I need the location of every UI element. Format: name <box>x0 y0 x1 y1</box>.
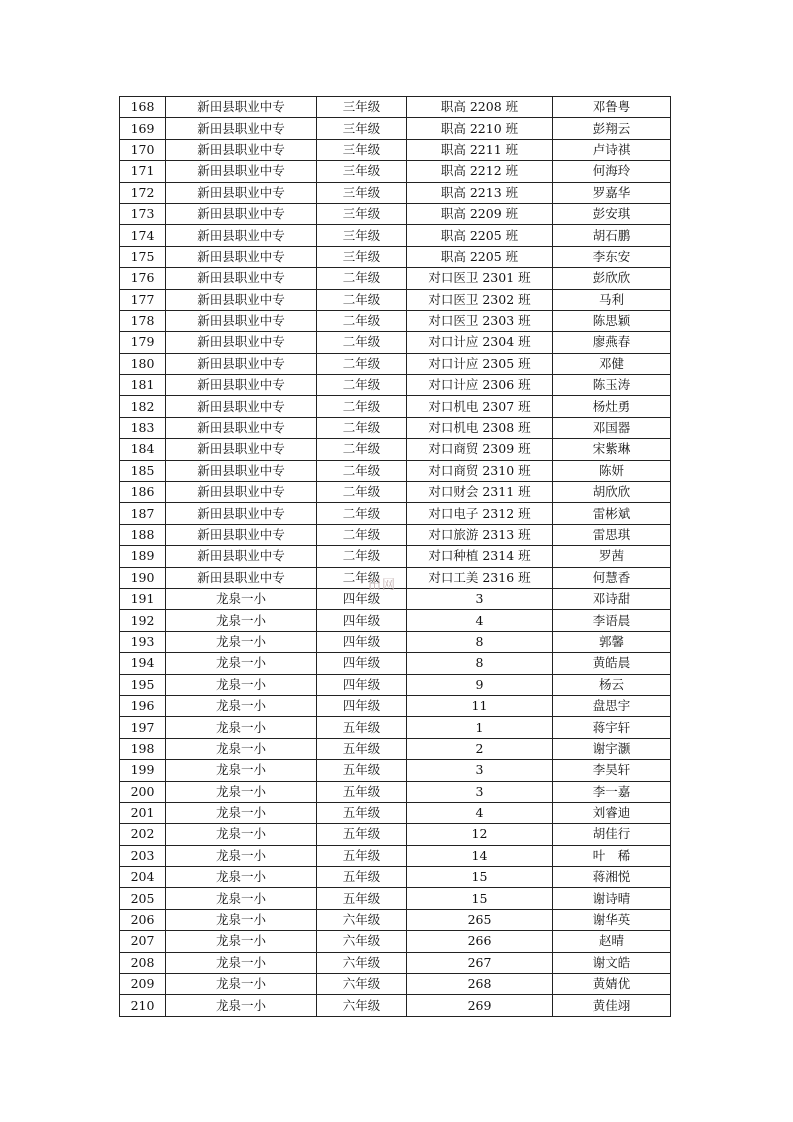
school-name-cell: 龙泉一小 <box>166 931 317 952</box>
grade-cell: 六年级 <box>317 909 407 930</box>
student-name-cell: 何慧香 <box>553 567 671 588</box>
grade-cell: 四年级 <box>317 674 407 695</box>
row-number-cell: 193 <box>120 631 166 652</box>
student-name-cell: 胡石鹏 <box>553 225 671 246</box>
row-number-cell: 181 <box>120 375 166 396</box>
table-row <box>120 909 671 930</box>
table-row <box>120 546 671 567</box>
grade-cell: 三年级 <box>317 246 407 267</box>
grade-cell: 三年级 <box>317 118 407 139</box>
row-number-cell: 175 <box>120 246 166 267</box>
grade-cell: 二年级 <box>317 482 407 503</box>
student-name-cell: 李语晨 <box>553 610 671 631</box>
table-row <box>120 268 671 289</box>
table-row <box>120 332 671 353</box>
row-number-cell: 172 <box>120 182 166 203</box>
table-row <box>120 695 671 716</box>
table-row <box>120 867 671 888</box>
student-name-cell: 雷思琪 <box>553 524 671 545</box>
table-row <box>120 97 671 118</box>
school-name-cell: 龙泉一小 <box>166 995 317 1016</box>
student-name-cell: 邓国器 <box>553 417 671 438</box>
grade-cell: 五年级 <box>317 760 407 781</box>
grade-cell: 二年级 <box>317 396 407 417</box>
class-name-cell: 对口种植 2314 班 <box>407 546 553 567</box>
school-name-cell: 龙泉一小 <box>166 610 317 631</box>
row-number-cell: 177 <box>120 289 166 310</box>
class-name-cell: 3 <box>407 760 553 781</box>
school-name-cell: 龙泉一小 <box>166 845 317 866</box>
school-name-cell: 龙泉一小 <box>166 909 317 930</box>
row-number-cell: 200 <box>120 781 166 802</box>
school-name-cell: 龙泉一小 <box>166 695 317 716</box>
grade-cell: 六年级 <box>317 995 407 1016</box>
row-number-cell: 187 <box>120 503 166 524</box>
grade-cell: 二年级 <box>317 353 407 374</box>
grade-cell: 五年级 <box>317 824 407 845</box>
grade-cell: 五年级 <box>317 845 407 866</box>
class-name-cell: 对口旅游 2313 班 <box>407 524 553 545</box>
school-name-cell: 新田县职业中专 <box>166 332 317 353</box>
grade-cell: 二年级 <box>317 268 407 289</box>
school-name-cell: 龙泉一小 <box>166 760 317 781</box>
student-name-cell: 彭欣欣 <box>553 268 671 289</box>
student-name-cell: 彭安琪 <box>553 203 671 224</box>
row-number-cell: 173 <box>120 203 166 224</box>
grade-cell: 三年级 <box>317 225 407 246</box>
student-name-cell: 盘思宇 <box>553 695 671 716</box>
student-name-cell: 邓健 <box>553 353 671 374</box>
table-row <box>120 995 671 1016</box>
row-number-cell: 171 <box>120 161 166 182</box>
row-number-cell: 202 <box>120 824 166 845</box>
watermark: 田网 <box>368 578 397 593</box>
school-name-cell: 新田县职业中专 <box>166 396 317 417</box>
row-number-cell: 189 <box>120 546 166 567</box>
grade-cell: 二年级 <box>317 503 407 524</box>
school-name-cell: 新田县职业中专 <box>166 546 317 567</box>
row-number-cell: 185 <box>120 460 166 481</box>
school-name-cell: 龙泉一小 <box>166 824 317 845</box>
table-row <box>120 460 671 481</box>
row-number-cell: 179 <box>120 332 166 353</box>
row-number-cell: 206 <box>120 909 166 930</box>
grade-cell: 二年级 <box>317 460 407 481</box>
student-name-cell: 陈思颖 <box>553 310 671 331</box>
class-name-cell: 对口机电 2307 班 <box>407 396 553 417</box>
student-name-cell: 邓鲁粤 <box>553 97 671 118</box>
class-name-cell: 11 <box>407 695 553 716</box>
table-row <box>120 802 671 823</box>
class-name-cell: 对口财会 2311 班 <box>407 482 553 503</box>
school-name-cell: 新田县职业中专 <box>166 310 317 331</box>
row-number-cell: 199 <box>120 760 166 781</box>
class-name-cell: 对口商贸 2310 班 <box>407 460 553 481</box>
class-name-cell: 8 <box>407 653 553 674</box>
table-row <box>120 503 671 524</box>
table-row <box>120 118 671 139</box>
class-name-cell: 对口商贸 2309 班 <box>407 439 553 460</box>
table-row <box>120 674 671 695</box>
class-name-cell: 12 <box>407 824 553 845</box>
table-row <box>120 567 671 588</box>
row-number-cell: 191 <box>120 588 166 609</box>
roster-table-body <box>120 97 671 1017</box>
school-name-cell: 新田县职业中专 <box>166 203 317 224</box>
student-name-cell: 杨灶勇 <box>553 396 671 417</box>
row-number-cell: 174 <box>120 225 166 246</box>
class-name-cell: 8 <box>407 631 553 652</box>
school-name-cell: 新田县职业中专 <box>166 182 317 203</box>
row-number-cell: 194 <box>120 653 166 674</box>
table-row <box>120 760 671 781</box>
grade-cell: 三年级 <box>317 139 407 160</box>
student-name-cell: 谢华英 <box>553 909 671 930</box>
student-name-cell: 何海玲 <box>553 161 671 182</box>
table-row <box>120 482 671 503</box>
grade-cell: 四年级 <box>317 631 407 652</box>
school-name-cell: 龙泉一小 <box>166 631 317 652</box>
class-name-cell: 职高 2213 班 <box>407 182 553 203</box>
class-name-cell: 对口计应 2304 班 <box>407 332 553 353</box>
row-number-cell: 176 <box>120 268 166 289</box>
school-name-cell: 新田县职业中专 <box>166 417 317 438</box>
school-name-cell: 新田县职业中专 <box>166 439 317 460</box>
row-number-cell: 197 <box>120 717 166 738</box>
table-row <box>120 439 671 460</box>
row-number-cell: 210 <box>120 995 166 1016</box>
class-name-cell: 268 <box>407 974 553 995</box>
row-number-cell: 182 <box>120 396 166 417</box>
class-name-cell: 4 <box>407 610 553 631</box>
grade-cell: 二年级 <box>317 567 407 588</box>
table-row <box>120 182 671 203</box>
student-name-cell: 罗嘉华 <box>553 182 671 203</box>
student-name-cell: 彭翔云 <box>553 118 671 139</box>
class-name-cell: 对口医卫 2301 班 <box>407 268 553 289</box>
school-name-cell: 龙泉一小 <box>166 738 317 759</box>
table-row <box>120 845 671 866</box>
class-name-cell: 职高 2209 班 <box>407 203 553 224</box>
grade-cell: 二年级 <box>317 439 407 460</box>
row-number-cell: 209 <box>120 974 166 995</box>
row-number-cell: 183 <box>120 417 166 438</box>
school-name-cell: 新田县职业中专 <box>166 353 317 374</box>
table-row <box>120 931 671 952</box>
student-name-cell: 陈妍 <box>553 460 671 481</box>
class-name-cell: 对口计应 2305 班 <box>407 353 553 374</box>
school-name-cell: 新田县职业中专 <box>166 268 317 289</box>
row-number-cell: 192 <box>120 610 166 631</box>
grade-cell: 五年级 <box>317 717 407 738</box>
school-name-cell: 新田县职业中专 <box>166 482 317 503</box>
class-name-cell: 15 <box>407 888 553 909</box>
student-name-cell: 雷彬斌 <box>553 503 671 524</box>
school-name-cell: 新田县职业中专 <box>166 225 317 246</box>
class-name-cell: 269 <box>407 995 553 1016</box>
row-number-cell: 169 <box>120 118 166 139</box>
grade-cell: 二年级 <box>317 524 407 545</box>
class-name-cell: 267 <box>407 952 553 973</box>
table-row <box>120 610 671 631</box>
grade-cell: 三年级 <box>317 182 407 203</box>
class-name-cell: 15 <box>407 867 553 888</box>
roster-table <box>119 96 671 1017</box>
class-name-cell: 对口工美 2316 班 <box>407 567 553 588</box>
school-name-cell: 新田县职业中专 <box>166 289 317 310</box>
class-name-cell: 3 <box>407 588 553 609</box>
grade-cell: 四年级 <box>317 695 407 716</box>
row-number-cell: 186 <box>120 482 166 503</box>
student-name-cell: 叶 稀 <box>553 845 671 866</box>
row-number-cell: 207 <box>120 931 166 952</box>
student-name-cell: 黄佳翊 <box>553 995 671 1016</box>
student-name-cell: 李一嘉 <box>553 781 671 802</box>
school-name-cell: 新田县职业中专 <box>166 97 317 118</box>
student-name-cell: 黄皓晨 <box>553 653 671 674</box>
school-name-cell: 新田县职业中专 <box>166 161 317 182</box>
school-name-cell: 新田县职业中专 <box>166 567 317 588</box>
row-number-cell: 208 <box>120 952 166 973</box>
grade-cell: 四年级 <box>317 610 407 631</box>
student-name-cell: 谢宇灏 <box>553 738 671 759</box>
row-number-cell: 204 <box>120 867 166 888</box>
student-name-cell: 卢诗祺 <box>553 139 671 160</box>
class-name-cell: 对口计应 2306 班 <box>407 375 553 396</box>
table-row <box>120 588 671 609</box>
class-name-cell: 职高 2210 班 <box>407 118 553 139</box>
school-name-cell: 龙泉一小 <box>166 674 317 695</box>
grade-cell: 四年级 <box>317 588 407 609</box>
row-number-cell: 188 <box>120 524 166 545</box>
row-number-cell: 196 <box>120 695 166 716</box>
school-name-cell: 新田县职业中专 <box>166 460 317 481</box>
table-row <box>120 781 671 802</box>
row-number-cell: 184 <box>120 439 166 460</box>
grade-cell: 五年级 <box>317 738 407 759</box>
grade-cell: 六年级 <box>317 931 407 952</box>
table-row <box>120 375 671 396</box>
grade-cell: 二年级 <box>317 546 407 567</box>
student-name-cell: 郭馨 <box>553 631 671 652</box>
grade-cell: 五年级 <box>317 802 407 823</box>
student-name-cell: 李东安 <box>553 246 671 267</box>
class-name-cell: 对口机电 2308 班 <box>407 417 553 438</box>
table-row <box>120 524 671 545</box>
class-name-cell: 3 <box>407 781 553 802</box>
school-name-cell: 龙泉一小 <box>166 867 317 888</box>
table-row <box>120 396 671 417</box>
class-name-cell: 职高 2208 班 <box>407 97 553 118</box>
row-number-cell: 168 <box>120 97 166 118</box>
table-row <box>120 974 671 995</box>
grade-cell: 五年级 <box>317 888 407 909</box>
class-name-cell: 1 <box>407 717 553 738</box>
school-name-cell: 龙泉一小 <box>166 653 317 674</box>
school-name-cell: 新田县职业中专 <box>166 118 317 139</box>
grade-cell: 二年级 <box>317 289 407 310</box>
row-number-cell: 203 <box>120 845 166 866</box>
row-number-cell: 195 <box>120 674 166 695</box>
class-name-cell: 职高 2205 班 <box>407 246 553 267</box>
row-number-cell: 190 <box>120 567 166 588</box>
row-number-cell: 180 <box>120 353 166 374</box>
class-name-cell: 职高 2211 班 <box>407 139 553 160</box>
class-name-cell: 职高 2212 班 <box>407 161 553 182</box>
grade-cell: 三年级 <box>317 203 407 224</box>
row-number-cell: 198 <box>120 738 166 759</box>
grade-cell: 四年级 <box>317 653 407 674</box>
student-name-cell: 胡佳行 <box>553 824 671 845</box>
grade-cell: 三年级 <box>317 97 407 118</box>
student-name-cell: 谢诗晴 <box>553 888 671 909</box>
table-row <box>120 139 671 160</box>
table-row <box>120 888 671 909</box>
class-name-cell: 对口电子 2312 班 <box>407 503 553 524</box>
student-name-cell: 陈玉涛 <box>553 375 671 396</box>
table-row <box>120 353 671 374</box>
table-row <box>120 225 671 246</box>
class-name-cell: 对口医卫 2302 班 <box>407 289 553 310</box>
table-row <box>120 161 671 182</box>
table-row <box>120 631 671 652</box>
table-row <box>120 824 671 845</box>
class-name-cell: 265 <box>407 909 553 930</box>
school-name-cell: 龙泉一小 <box>166 802 317 823</box>
school-name-cell: 龙泉一小 <box>166 952 317 973</box>
table-row <box>120 653 671 674</box>
school-name-cell: 龙泉一小 <box>166 781 317 802</box>
table-row <box>120 289 671 310</box>
grade-cell: 五年级 <box>317 867 407 888</box>
table-row <box>120 717 671 738</box>
school-name-cell: 龙泉一小 <box>166 717 317 738</box>
row-number-cell: 170 <box>120 139 166 160</box>
student-name-cell: 胡欣欣 <box>553 482 671 503</box>
student-name-cell: 蒋宇轩 <box>553 717 671 738</box>
student-name-cell: 邓诗甜 <box>553 588 671 609</box>
grade-cell: 三年级 <box>317 161 407 182</box>
grade-cell: 二年级 <box>317 310 407 331</box>
grade-cell: 六年级 <box>317 952 407 973</box>
table-row <box>120 310 671 331</box>
student-name-cell: 杨云 <box>553 674 671 695</box>
school-name-cell: 龙泉一小 <box>166 888 317 909</box>
class-name-cell: 2 <box>407 738 553 759</box>
school-name-cell: 龙泉一小 <box>166 974 317 995</box>
class-name-cell: 4 <box>407 802 553 823</box>
school-name-cell: 新田县职业中专 <box>166 139 317 160</box>
class-name-cell: 对口医卫 2303 班 <box>407 310 553 331</box>
student-name-cell: 李昊轩 <box>553 760 671 781</box>
school-name-cell: 新田县职业中专 <box>166 375 317 396</box>
school-name-cell: 新田县职业中专 <box>166 503 317 524</box>
table-row <box>120 203 671 224</box>
row-number-cell: 205 <box>120 888 166 909</box>
student-name-cell: 刘睿迪 <box>553 802 671 823</box>
student-name-cell: 马利 <box>553 289 671 310</box>
student-name-cell: 罗茜 <box>553 546 671 567</box>
school-name-cell: 龙泉一小 <box>166 588 317 609</box>
grade-cell: 二年级 <box>317 375 407 396</box>
class-name-cell: 14 <box>407 845 553 866</box>
grade-cell: 六年级 <box>317 974 407 995</box>
student-name-cell: 黄婧优 <box>553 974 671 995</box>
grade-cell: 二年级 <box>317 417 407 438</box>
table-row <box>120 417 671 438</box>
table-row <box>120 952 671 973</box>
row-number-cell: 178 <box>120 310 166 331</box>
grade-cell: 二年级 <box>317 332 407 353</box>
student-name-cell: 赵晴 <box>553 931 671 952</box>
student-name-cell: 蒋湘悦 <box>553 867 671 888</box>
grade-cell: 五年级 <box>317 781 407 802</box>
student-name-cell: 廖燕春 <box>553 332 671 353</box>
row-number-cell: 201 <box>120 802 166 823</box>
school-name-cell: 新田县职业中专 <box>166 246 317 267</box>
table-row <box>120 738 671 759</box>
class-name-cell: 9 <box>407 674 553 695</box>
class-name-cell: 职高 2205 班 <box>407 225 553 246</box>
class-name-cell: 266 <box>407 931 553 952</box>
student-name-cell: 宋紫琳 <box>553 439 671 460</box>
student-name-cell: 谢文皓 <box>553 952 671 973</box>
table-row <box>120 246 671 267</box>
school-name-cell: 新田县职业中专 <box>166 524 317 545</box>
